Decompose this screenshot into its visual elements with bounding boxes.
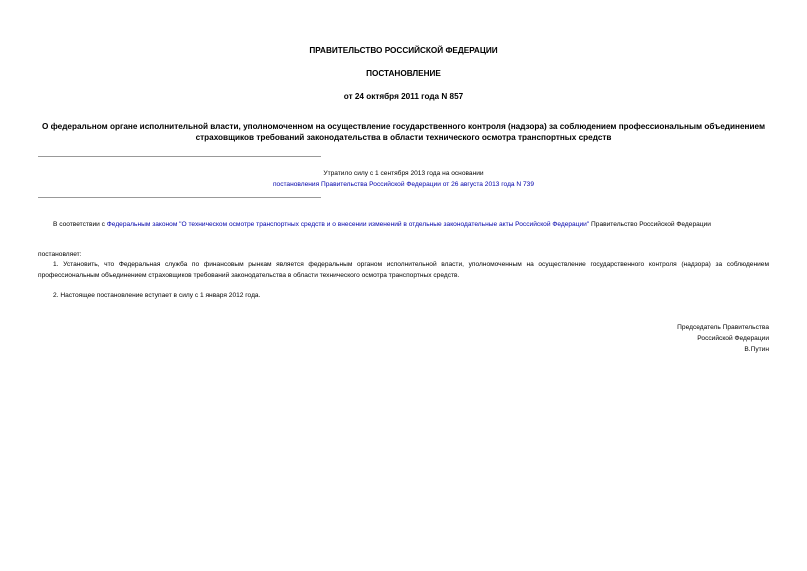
divider-top xyxy=(38,156,321,157)
signature-title-line1: Председатель Правительства xyxy=(677,324,769,331)
preamble-suffix: Правительство Российской Федерации xyxy=(589,221,711,228)
repeal-decree-link[interactable]: постановления Правительства Российской Федерации от 26 августа 2013 года N 739 xyxy=(272,181,535,188)
divider-bottom xyxy=(38,197,321,198)
signature-title-line2: Российской Федерации xyxy=(697,335,769,342)
signatory-name: В.Путин xyxy=(744,346,769,353)
government-heading: ПРАВИТЕЛЬСТВО РОССИЙСКОЙ ФЕДЕРАЦИИ xyxy=(309,46,498,55)
signature-block xyxy=(677,322,769,355)
date-number-heading: от 24 октября 2011 года N 857 xyxy=(343,92,464,101)
document-title: О федеральном органе исполнительной власти, уполномоченном на осуществление государственного контроля (надзора) за соблюдением профессиональным объединением страховщиков требований законодательства в области технического осмотра транспортных средств xyxy=(41,122,766,142)
preamble-prefix: В соответствии с xyxy=(53,221,107,228)
repeal-note-text: Утратило силу с 1 сентября 2013 года на основании xyxy=(323,170,484,177)
decides-line: постановляет: xyxy=(38,251,82,258)
federal-law-link[interactable]: Федеральным законом "О техническом осмотре транспортных средств и о внесении изменений в отдельные законодательные акты Российской Федерации" xyxy=(106,221,590,228)
repeal-note-line xyxy=(38,179,769,190)
item-1-paragraph: 1. Установить, что Федеральная служба по финансовым рынкам является федеральным органом исполнительной власти, уполномоченным на осуществление государственного контроля (надзора) за соблюдением профессиональным объединением страховщиков требований законодательства в области технического осмотра транспортных средств. xyxy=(38,261,769,279)
item-2-paragraph: 2. Настоящее постановление вступает в силу с 1 января 2012 года. xyxy=(53,292,261,299)
document-type-heading: ПОСТАНОВЛЕНИЕ xyxy=(366,69,441,78)
preamble-paragraph xyxy=(38,219,769,230)
